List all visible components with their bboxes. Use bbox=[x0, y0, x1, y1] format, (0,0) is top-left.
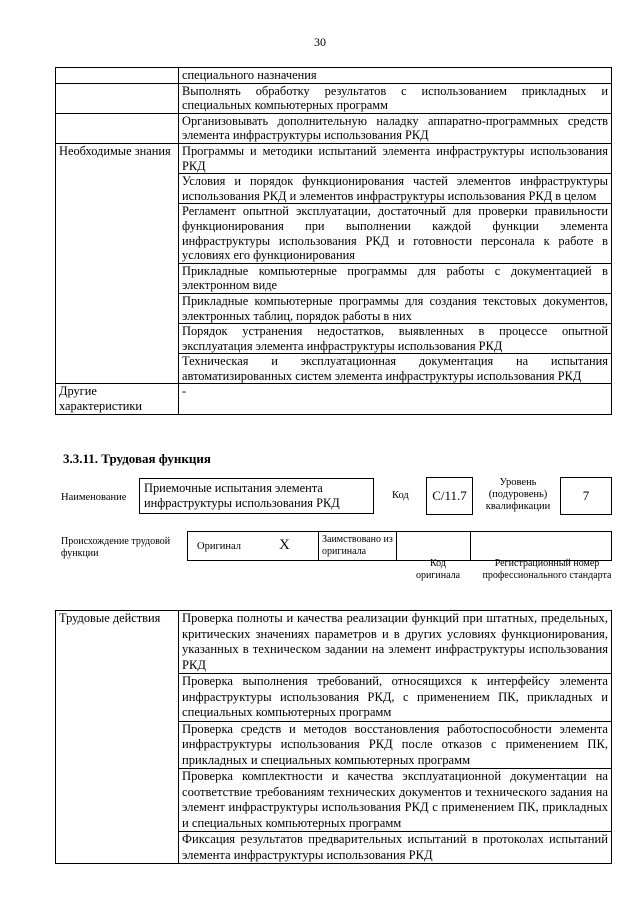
section-heading: 3.3.11. Трудовая функция bbox=[63, 451, 211, 466]
code-original-caption: Код оригинала bbox=[415, 558, 461, 581]
origin-label: Происхождение трудовой функции bbox=[61, 536, 171, 559]
table-cell: Проверка средств и методов восстановления работоспособности элемента инфраструктуры использования РКД после отказов с применением ПК, прикладных и специальных компьютерных программ bbox=[179, 721, 612, 769]
table-row bbox=[56, 113, 612, 143]
original-mark: X bbox=[279, 537, 290, 553]
original-label: Оригинал bbox=[197, 541, 241, 552]
function-code: C/11.7 bbox=[426, 477, 473, 515]
table-cell: Прикладные компьютерные программы для работы с документацией в электронном виде bbox=[179, 263, 612, 293]
table-cell: Проверка выполнения требований, относящихся к интерфейсу элемента инфраструктуры использования РКД, с применением ПК, прикладных и специальных компьютерных программ bbox=[179, 674, 612, 722]
table-row bbox=[56, 611, 612, 674]
table-row bbox=[56, 83, 612, 113]
table-cell: Организовывать дополнительную наладку аппаратно-программных средств элемента инфраструктуры использования РКД bbox=[179, 113, 612, 143]
table-cell: Программы и методики испытаний элемента инфраструктуры использования РКД bbox=[179, 143, 612, 173]
reg-number-caption: Регистрационный номер профессионального стандарта bbox=[482, 558, 612, 581]
function-name: Приемочные испытания элемента инфраструктуры использования РКД bbox=[139, 478, 374, 514]
code-label: Код bbox=[392, 490, 409, 501]
table-row bbox=[56, 68, 612, 84]
table-row bbox=[56, 384, 612, 414]
table-cell: Прикладные компьютерные программы для создания текстовых документов, электронных таблиц, порядок работы в них bbox=[179, 293, 612, 323]
level-value: 7 bbox=[560, 477, 612, 515]
knowledge-label: Необходимые знания bbox=[56, 143, 179, 384]
knowledge-table bbox=[55, 67, 612, 415]
page-number: 30 bbox=[314, 35, 326, 49]
table-cell: Регламент опытной эксплуатации, достаточный для проверки правильности функционирования при выполнении каждой функции элемента инфраструктуры использования РКД и готовности персонала к работе в условиях его функционирования bbox=[179, 204, 612, 263]
origin-box bbox=[187, 531, 612, 561]
table-cell: Техническая и эксплуатационная документация на испытания автоматизированных систем элемента инфраструктуры использования РКД bbox=[179, 354, 612, 384]
table-cell: Проверка комплектности и качества эксплуатационной документации на соответствие требованиям технических документов и технического задания на элемент инфраструктуры использования РКД с применением ПК, прикладных и специальных компьютерных программ bbox=[179, 769, 612, 832]
actions-label: Трудовые действия bbox=[56, 611, 179, 864]
table-cell: Проверка полноты и качества реализации функций при штатных, предельных, критических значениях параметров и в других условиях функционирования, указанных в техническом задании на элемент инфраструктуры использования РКД bbox=[179, 611, 612, 674]
level-label: Уровень (подуровень) квалификации bbox=[485, 477, 551, 512]
table-row bbox=[56, 143, 612, 173]
borrowed-label: Заимствовано из оригинала bbox=[322, 534, 393, 557]
table-cell: Фиксация результатов предварительных испытаний в протоколах испытаний элемента инфраструктуры использования РКД bbox=[179, 832, 612, 864]
table-cell: специального назначения bbox=[179, 68, 612, 84]
table-cell: Выполнять обработку результатов с использованием прикладных и специальных компьютерных программ bbox=[179, 83, 612, 113]
table-cell: Порядок устранения недостатков, выявленных в процессе опытной эксплуатация элемента инфраструктуры использования РКД bbox=[179, 324, 612, 354]
other-label: Другие характеристики bbox=[56, 384, 179, 414]
table-cell: Условия и порядок функционирования частей элементов инфраструктуры использования РКД и элементов инфраструктуры использования РКД в целом bbox=[179, 174, 612, 204]
other-value: - bbox=[179, 384, 612, 414]
actions-table bbox=[55, 610, 612, 864]
name-label: Наименование bbox=[61, 492, 127, 503]
